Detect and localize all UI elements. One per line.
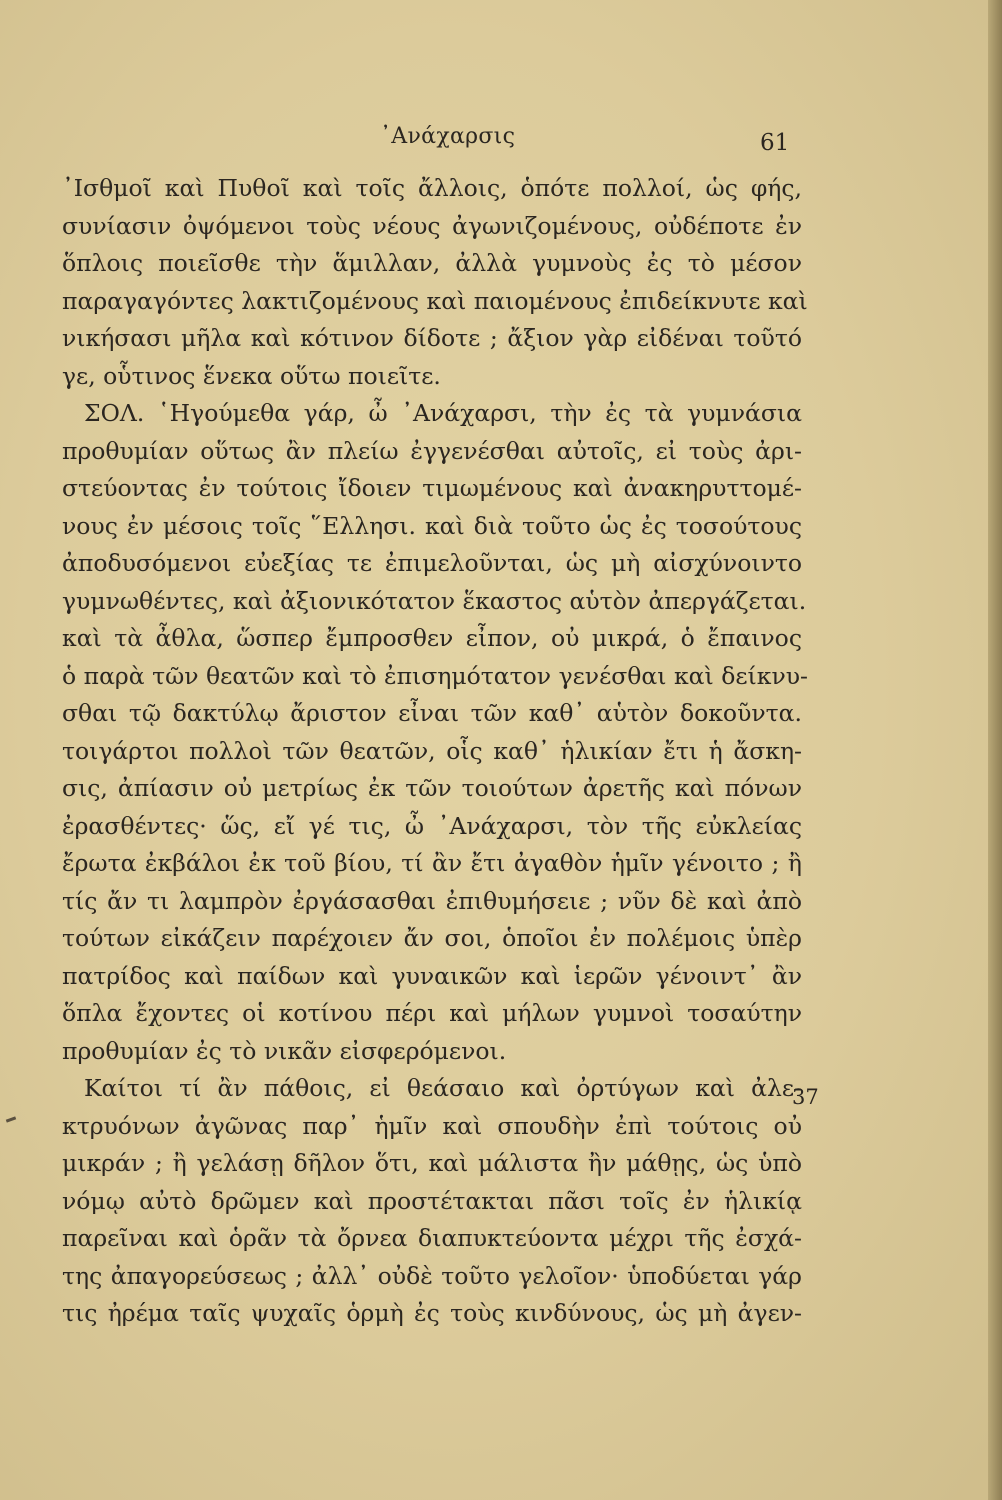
text-line: ὁ παρὰ τῶν θεατῶν καὶ τὸ ἐπισημότατον γενέσθαι καὶ δείκνυ-: [62, 661, 808, 690]
text-line: ἀποδυσόμενοι εὐεξίας τε ἐπιμελοῦνται, ὡς μὴ αἰσχύνοιντο: [62, 549, 802, 577]
text-line: τούτων εἰκάζειν παρέχοιεν ἄν σοι, ὁποῖοι ἐν πολέμοις ὑπὲρ: [62, 924, 802, 952]
text-line: συνίασιν ὀψόμενοι τοὺς νέους ἀγωνιζομένους, οὐδέποτε ἐν: [62, 211, 802, 240]
text-line: πατρίδος καὶ παίδων καὶ γυναικῶν καὶ ἱερῶν γένοιντ᾿ ἂν: [62, 961, 802, 990]
text-line: ΣΟΛ. ῾Ηγούμεθα γάρ, ὦ ᾿Ανάχαρσι, τὴν ἐς τὰ γυμνάσια: [84, 399, 802, 427]
text-line: στεύοντας ἐν τούτοις ἴδοιεν τιμωμένους καὶ ἀνακηρυττομέ-: [62, 474, 802, 502]
text-line: τις ἠρέμα ταῖς ψυχαῖς ὁρμὴ ἐς τοὺς κινδύνους, ὡς μὴ ἀγεν-: [62, 1299, 802, 1327]
text-line: καὶ τὰ ἆθλα, ὥσπερ ἔμπροσθεν εἶπον, οὐ μικρά, ὁ ἔπαινος: [62, 624, 802, 652]
text-line: ὅπλα ἔχοντες οἱ κοτίνου πέρι καὶ μήλων γυμνοὶ τοσαύτην: [62, 999, 802, 1027]
text-line: νους ἐν μέσοις τοῖς ῞Ελλησι. καὶ διὰ τοῦτο ὡς ἐς τοσούτους: [62, 511, 802, 540]
text-line: Καίτοι τί ἂν πάθοις, εἰ θεάσαιο καὶ ὀρτύγων καὶ ἀλε-: [84, 1074, 802, 1102]
page-number: 61: [760, 130, 790, 156]
text-line: νικήσασι μῆλα καὶ κότινον δίδοτε ; ἄξιον γὰρ εἰδέναι τοῦτό: [62, 324, 802, 352]
running-title: ᾿Ανάχαρσις: [380, 124, 516, 149]
text-line: γε, οὗτινος ἕνεκα οὕτω ποιεῖτε.: [62, 361, 441, 390]
text-line: παρεῖναι καὶ ὁρᾶν τὰ ὄρνεα διαπυκτεύοντα μέχρι τῆς ἐσχά-: [62, 1224, 802, 1252]
margin-section-number: 37: [792, 1085, 819, 1109]
text-line: ἐρασθέντες· ὥς, εἴ γέ τις, ὦ ᾿Ανάχαρσι, τὸν τῆς εὐκλείας: [62, 811, 802, 840]
text-line: κτρυόνων ἀγῶνας παρ᾿ ἡμῖν καὶ σπουδὴν ἐπὶ τούτοις οὐ: [62, 1111, 802, 1140]
text-line: της ἀπαγορεύσεως ; ἀλλ᾿ οὐδὲ τοῦτο γελοῖον· ὑποδύεται γάρ: [62, 1261, 802, 1290]
text-line: παραγαγόντες λακτιζομένους καὶ παιομένους ἐπιδείκνυτε καὶ: [62, 286, 808, 315]
text-line: ἔρωτα ἐκβάλοι ἐκ τοῦ βίου, τί ἂν ἔτι ἀγαθὸν ἡμῖν γένοιτο ; ἢ: [62, 849, 802, 877]
text-line: προθυμίαν οὕτως ἂν πλείω ἐγγενέσθαι αὐτοῖς, εἰ τοὺς ἀρι-: [62, 436, 802, 465]
text-line: τοιγάρτοι πολλοὶ τῶν θεατῶν, οἷς καθ᾿ ἡλικίαν ἔτι ἡ ἄσκη-: [62, 736, 802, 765]
paper-speck: [6, 1116, 16, 1122]
text-line: μικράν ; ἢ γελάσῃ δῆλον ὅτι, καὶ μάλιστα ἢν μάθῃς, ὡς ὑπὸ: [62, 1149, 802, 1177]
text-line: ᾿Ισθμοῖ καὶ Πυθοῖ καὶ τοῖς ἄλλοις, ὁπότε πολλοί, ὡς φής,: [62, 174, 802, 202]
text-line: σις, ἀπίασιν οὐ μετρίως ἐκ τῶν τοιούτων ἀρετῆς καὶ πόνων: [62, 774, 802, 802]
text-line: τίς ἄν τι λαμπρὸν ἐργάσασθαι ἐπιθυμήσειε ; νῦν δὲ καὶ ἀπὸ: [62, 886, 802, 915]
text-line: νόμῳ αὐτὸ δρῶμεν καὶ προστέτακται πᾶσι τοῖς ἐν ἡλικίᾳ: [62, 1186, 802, 1215]
running-head: [0, 122, 1002, 162]
text-line: γυμνωθέντες, καὶ ἀξιονικότατον ἕκαστος αὑτὸν ἀπεργάζεται.: [62, 586, 807, 615]
text-line: προθυμίαν ἐς τὸ νικᾶν εἰσφερόμενοι.: [62, 1036, 507, 1065]
text-line: ὅπλοις ποιεῖσθε τὴν ἅμιλλαν, ἀλλὰ γυμνοὺς ἐς τὸ μέσον: [62, 249, 802, 277]
page-edge: [988, 0, 1002, 1500]
text-line: σθαι τῷ δακτύλῳ ἄριστον εἶναι τῶν καθ᾿ αὑτὸν δοκοῦντα.: [62, 699, 802, 727]
